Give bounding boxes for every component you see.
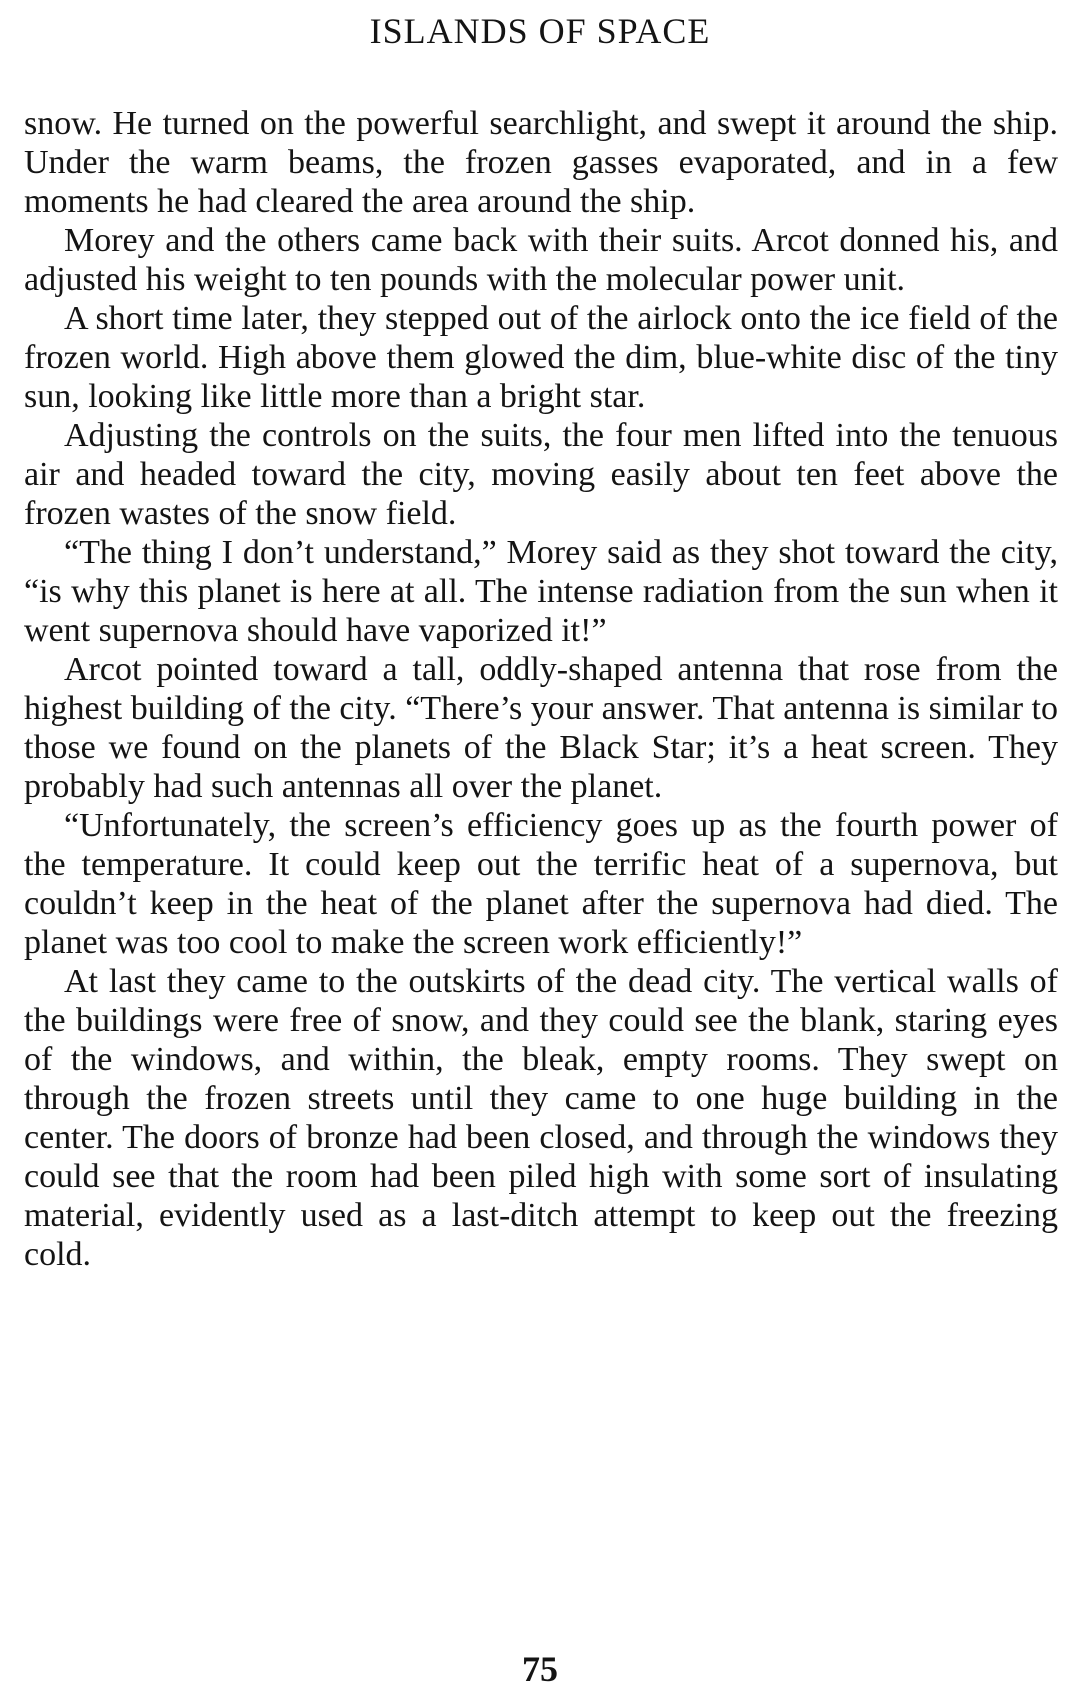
- running-title: ISLANDS OF SPACE: [369, 11, 711, 51]
- paragraph-continued: snow. He turned on the powerful searchlight, and swept it around the ship. Under the warm beams, the frozen gasses evaporated, and in a few moments he had cleared the area around the ship.: [24, 105, 1058, 220]
- paragraph: Adjusting the controls on the suits, the four men lifted into the tenuous air and headed toward the city, moving easily about ten feet above the frozen wastes of the snow field.: [24, 417, 1058, 532]
- paragraph: Arcot pointed toward a tall, oddly-shaped antenna that rose from the highest building of the city. “There’s your answer. That antenna is similar to those we found on the planets of the Black Star; it’s a heat screen. They probably had such antennas all over the planet.: [24, 651, 1058, 805]
- paragraph: A short time later, they stepped out of the airlock onto the ice field of the frozen world. High above them glowed the dim, blue-white disc of the tiny sun, looking like little more than a bright star.: [24, 300, 1058, 415]
- body-text: [24, 104, 1058, 1274]
- paragraph: “The thing I don’t understand,” Morey said as they shot toward the city, “is why this planet is here at all. The intense radiation from the sun when it went supernova should have vaporized it!”: [24, 534, 1058, 649]
- paragraph: “Unfortunately, the screen’s efficiency goes up as the fourth power of the temperature. It could keep out the terrific heat of a supernova, but couldn’t keep in the heat of the planet after the supernova had died. The planet was too cool to make the screen work efficiently!”: [24, 807, 1058, 961]
- page-number: 75: [522, 1649, 558, 1689]
- paragraph: At last they came to the outskirts of the dead city. The vertical walls of the buildings were free of snow, and they could see the blank, staring eyes of the windows, and within, the bleak, empty rooms. They swept on through the frozen streets until they came to one huge building in the center. The doors of bronze had been closed, and through the windows they could see that the room had been piled high with some sort of insulating material, evidently used as a last-ditch attempt to keep out the freezing cold.: [24, 963, 1058, 1273]
- paragraph: Morey and the others came back with their suits. Arcot donned his, and adjusted his weight to ten pounds with the molecular power unit.: [24, 222, 1058, 298]
